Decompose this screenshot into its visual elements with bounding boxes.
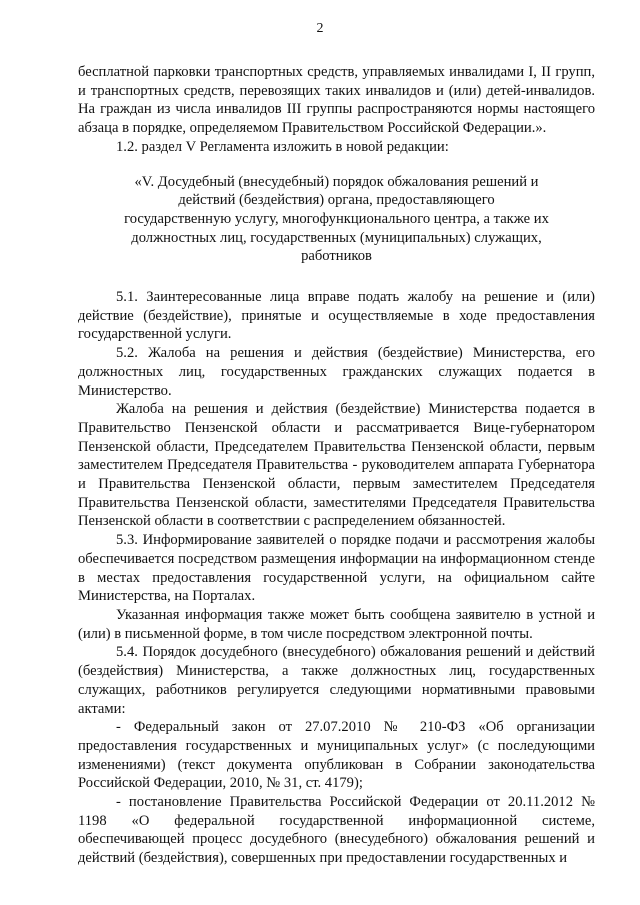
paragraph-continuation: бесплатной парковки транспортных средств, управляемых инвалидами I, II групп, и транспортных средств, перевозящих таких инвалидов и (или) детей-инвалидов. На граждан из числа инвалидов III группы распространяются нормы настоящего абзаца в порядке, определяемом Правительством Российской Федерации.». (78, 64, 595, 137)
heading-line: работников (301, 248, 372, 265)
list-item-federal-law: - Федеральный закон от 27.07.2010 № 210-ФЗ «Об организации предоставления государственных и муниципальных услуг» (с последующими изменениями) (текст документа опубликован в Собрании законодательства Российской Федерации, 2010, № 31, ст. 4179); (78, 719, 595, 792)
page-number: 2 (316, 21, 324, 36)
paragraph-amendment: 1.2. раздел V Регламента изложить в новой редакции: (116, 138, 449, 155)
heading-line: должностных лиц, государственных (муниципальных) служащих, (131, 229, 542, 246)
heading-line: государственную услугу, многофункционального центра, а также их (124, 210, 549, 227)
heading-line: «V. Досудебный (внесудебный) порядок обжалования решений и (134, 173, 539, 190)
paragraph-complaint-government: Жалоба на решения и действия (бездействие) Министерства подается в Правительство Пензенской области и рассматривается Вице-губернатором Пензенской области, Председателем Правительства Пензенской области, первым заместителем Председателя Правительства - руководителем аппарата Губернатора и Правительства Пензенской области, первым заместителем Председателя Правительства Пензенской области, заместителями Председателя Правительства Пензенской области в соответствии с распределением обязанностей. (78, 401, 595, 530)
heading-line: действий (бездействия) органа, предоставляющего (178, 192, 495, 209)
document-body (78, 63, 595, 868)
paragraph-5-3: 5.3. Информирование заявителей о порядке подачи и рассмотрения жалобы обеспечивается посредством размещения информации на информационном стенде в местах предоставления государственной услуги, на официальном сайте Министерства, на Порталах. (78, 532, 595, 605)
paragraph-5-2: 5.2. Жалоба на решения и действия (бездействие) Министерства, его должностных лиц, государственных гражданских служащих подается в Министерство. (78, 345, 595, 399)
paragraph-5-4: 5.4. Порядок досудебного (внесудебного) обжалования решений и действий (бездействия) Министерства, а также должностных лиц, государственных служащих, работников регулируется следующими нормативными правовыми актами: (78, 644, 595, 717)
paragraph-5-1: 5.1. Заинтересованные лица вправе подать жалобу на решение и (или) действие (бездействие), принятые и осуществляемые в ходе предоставления государственной услуги. (78, 289, 595, 343)
section-heading (102, 173, 571, 267)
list-item-government-decree: - постановление Правительства Российской Федерации от 20.11.2012 № 1198 «О федеральной государственной информационной системе, обеспечивающей процесс досудебного (внесудебного) обжалования решений и действий (бездействия), совершенных при предоставлении государственных и (78, 794, 595, 867)
paragraph-info-oral: Указанная информация также может быть сообщена заявителю в устной и (или) в письменной форме, в том числе посредством электронной почты. (78, 606, 595, 642)
